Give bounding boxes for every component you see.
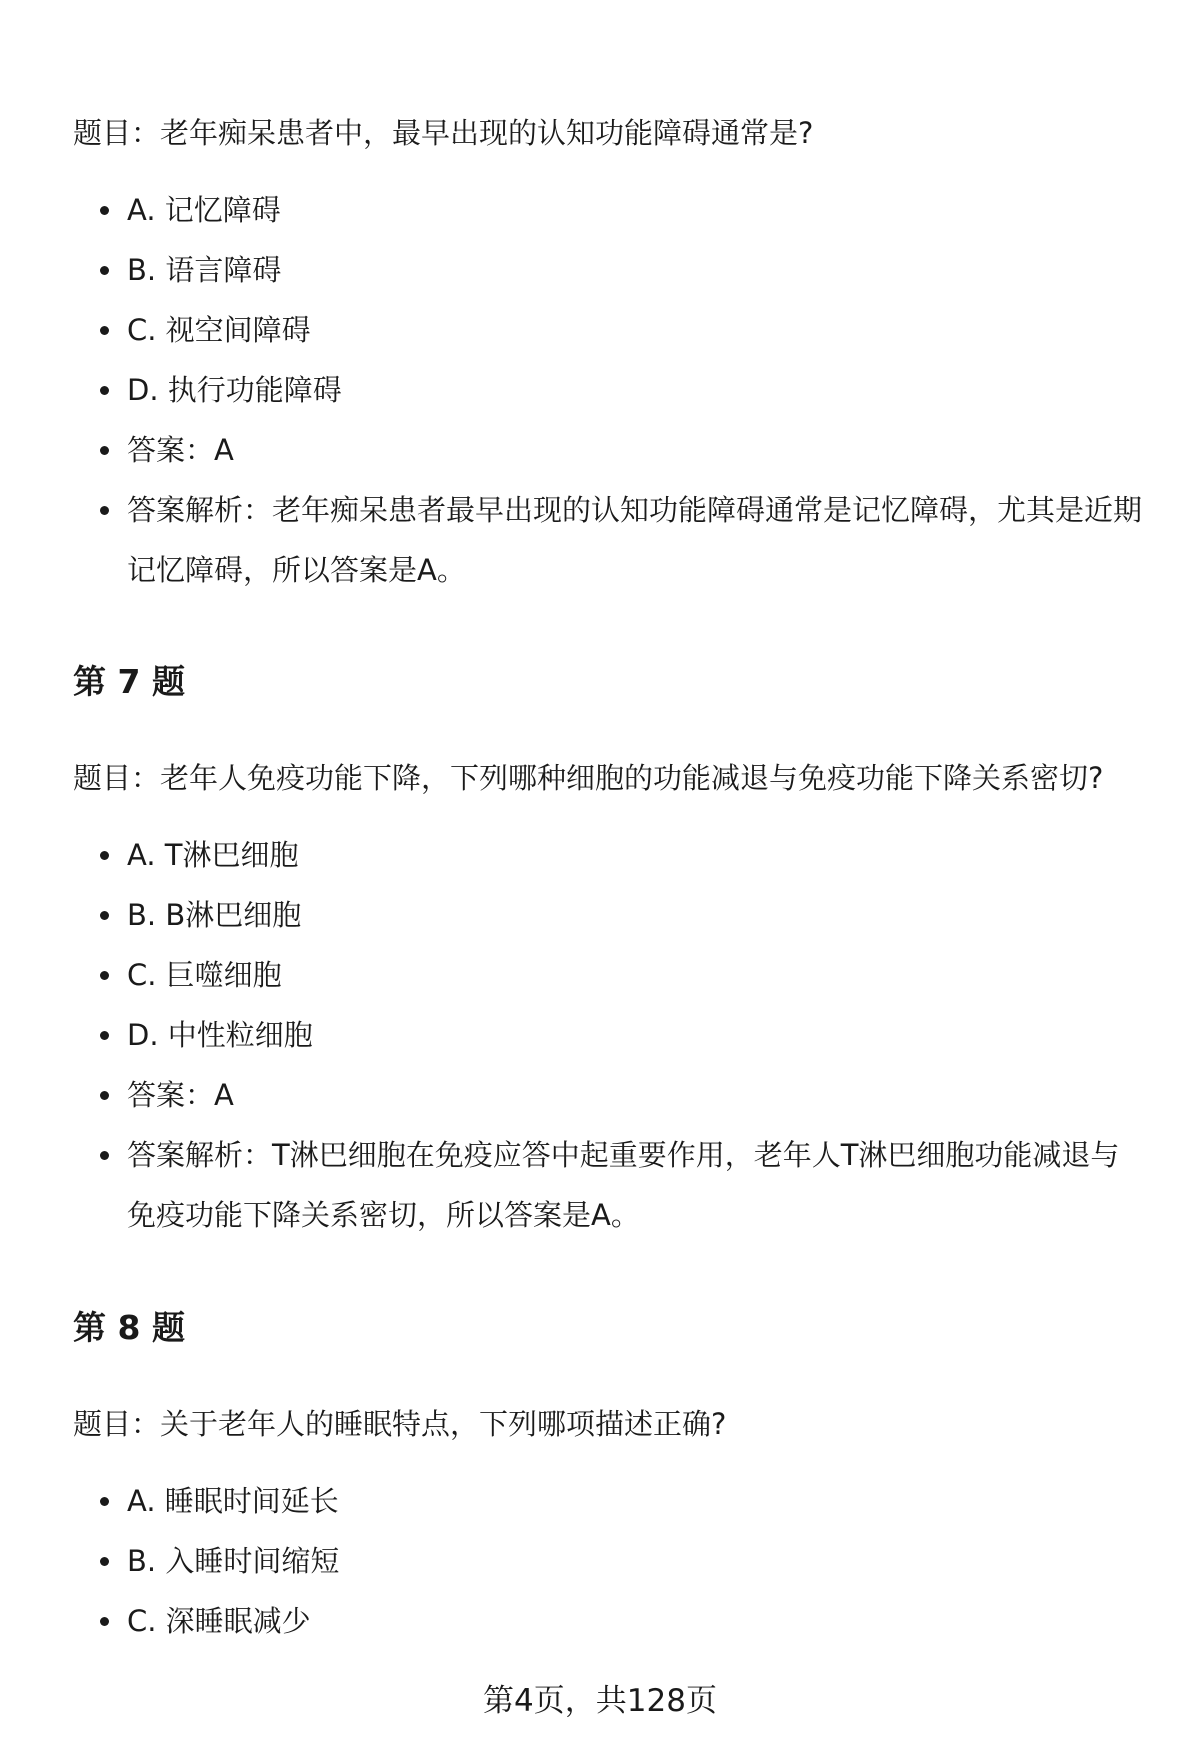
question-body-7 xyxy=(73,758,1143,1245)
option-c: C. 巨噬细胞 xyxy=(73,945,1143,1005)
question-body-8 xyxy=(73,1404,1143,1651)
option-b: B. 语言障碍 xyxy=(73,240,1143,300)
answer-explanation: 答案解析：T淋巴细胞在免疫应答中起重要作用，老年人T淋巴细胞功能减退与免疫功能下降关系密切，所以答案是A。 xyxy=(73,1125,1143,1245)
option-a: A. T淋巴细胞 xyxy=(73,825,1143,885)
question-block-7 xyxy=(73,660,1143,704)
option-a: A. 记忆障碍 xyxy=(73,180,1143,240)
option-a: A. 睡眠时间延长 xyxy=(73,1471,1143,1531)
answer-explanation: 答案解析：老年痴呆患者最早出现的认知功能障碍通常是记忆障碍，尤其是近期记忆障碍，所以答案是A。 xyxy=(73,480,1143,600)
question-text: 题目：老年痴呆患者中，最早出现的认知功能障碍通常是? xyxy=(73,116,814,150)
question-heading: 第 8 题 xyxy=(73,1308,185,1347)
page-footer: 第4页，共128页 xyxy=(483,1683,717,1719)
option-b: B. 入睡时间缩短 xyxy=(73,1531,1143,1591)
question-text: 题目：关于老年人的睡眠特点，下列哪项描述正确? xyxy=(73,1407,727,1441)
option-c: C. 视空间障碍 xyxy=(73,300,1143,360)
option-b: B. B淋巴细胞 xyxy=(73,885,1143,945)
question-heading: 第 7 题 xyxy=(73,662,185,701)
option-d: D. 执行功能障碍 xyxy=(73,360,1143,420)
answer: 答案：A xyxy=(73,1065,1143,1125)
question-block-8 xyxy=(73,1306,1143,1350)
option-list xyxy=(73,825,1143,1245)
option-c: C. 深睡眠减少 xyxy=(73,1591,1143,1651)
option-list xyxy=(73,1471,1143,1651)
question-text: 题目：老年人免疫功能下降，下列哪种细胞的功能减退与免疫功能下降关系密切? xyxy=(73,761,1104,795)
option-d: D. 中性粒细胞 xyxy=(73,1005,1143,1065)
option-list xyxy=(73,180,1143,600)
answer: 答案：A xyxy=(73,420,1143,480)
question-block-6 xyxy=(73,113,1143,600)
